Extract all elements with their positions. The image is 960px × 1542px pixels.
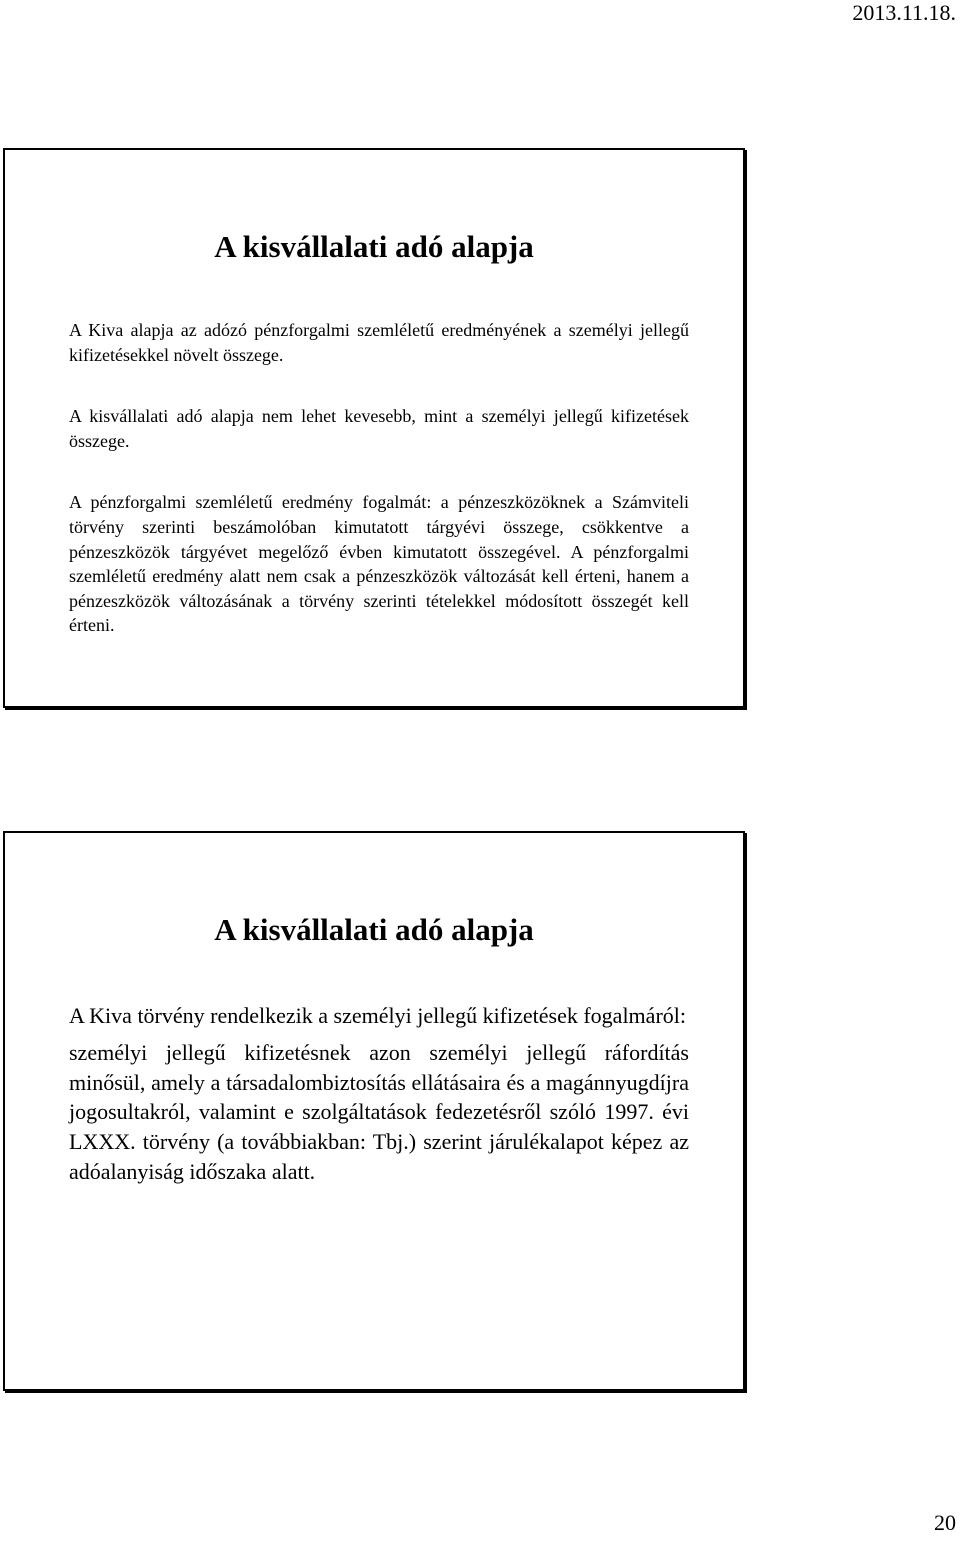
- paragraph: A kisvállalati adó alapja nem lehet kevesebb, mint a személyi jellegű kifizetések összege.: [69, 406, 689, 451]
- slide-title: A kisvállalati adó alapja: [214, 912, 534, 947]
- paragraph: személyi jellegű kifizetésnek azon személyi jellegű ráfordítás minősül, amely a társadalombiztosítás ellátásaira és a magánnyugdíjra jogosultakról, valamint e szolgáltatások fedezetésről szóló 1997. évi LXXX. törvény (a továbbiakban: Tbj.) szerint járulékalapot képez az adóalanyiság időszaka alatt.: [69, 1039, 689, 1184]
- slide-1: [3, 148, 745, 708]
- slide-2: [3, 831, 745, 1391]
- paragraph: A Kiva alapja az adózó pénzforgalmi szemléletű eredményének a személyi jellegű kifizetésekkel növelt összege.: [69, 320, 689, 365]
- slide-body: [69, 1001, 689, 1187]
- page-number: 20: [934, 1510, 956, 1535]
- paragraph: A Kiva törvény rendelkezik a személyi jellegű kifizetések fogalmáról:: [69, 1003, 686, 1028]
- slide-body: [69, 318, 689, 638]
- paragraph: A pénzforgalmi szemléletű eredmény fogalmát: a pénzeszközöknek a Számviteli törvény szerinti beszámolóban kimutatott tárgyévi összege, csökkentve a pénzeszközök tárgyévet megelőző évben kimutatott összegével. A pénzforgalmi szemléletű eredmény alatt nem csak a pénzeszközök változását kell érteni, hanem a pénzeszközök változásának a törvény szerinti tételekkel módosított összegét kell érteni.: [69, 492, 689, 636]
- document-date: 2013.11.18.: [852, 0, 956, 25]
- slide-title: A kisvállalati adó alapja: [214, 229, 534, 264]
